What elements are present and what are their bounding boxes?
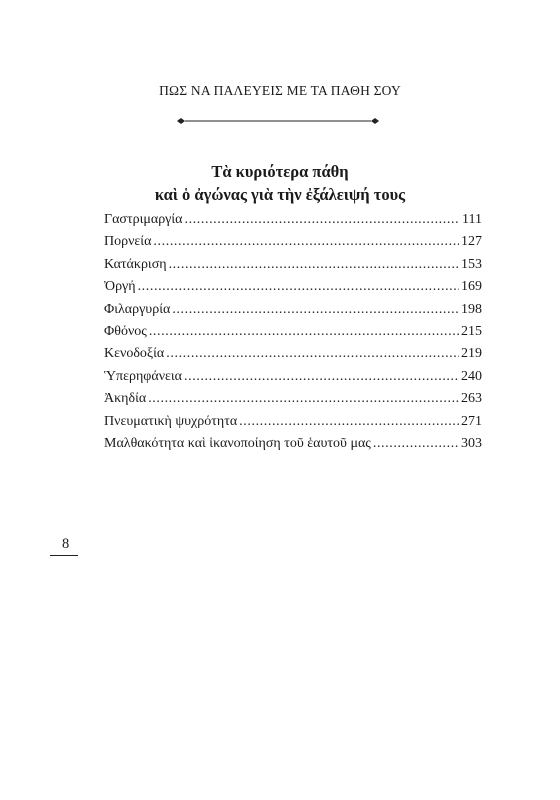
dot-leader	[153, 234, 459, 250]
toc-entry[interactable]	[104, 391, 482, 413]
toc-entry-title: Μαλθακότητα καὶ ἱκανοποίηση τοῦ ἑαυτοῦ μας	[104, 435, 371, 451]
toc-entry-page: 153	[461, 256, 482, 272]
toc-entry-title: Κατάκριση	[104, 256, 167, 272]
toc-entry[interactable]	[104, 212, 482, 234]
dot-leader	[373, 436, 459, 452]
toc-entry-page: 215	[461, 323, 482, 339]
toc-entry[interactable]	[104, 257, 482, 279]
toc-entry[interactable]	[104, 234, 482, 256]
toc-entry[interactable]	[104, 436, 482, 458]
toc-entry-title: Πνευματικὴ ψυχρότητα	[104, 413, 238, 429]
toc-entry-page: 198	[461, 301, 482, 317]
dot-leader	[166, 346, 459, 362]
toc-entry-title: Ὑπερηφάνεια	[104, 368, 183, 384]
section-title-line-2: καὶ ὁ ἀγώνας γιὰ τὴν ἐξάλειψή τους	[154, 185, 406, 204]
toc-entry-title: Γαστριμαργία	[104, 212, 183, 227]
toc-entry[interactable]	[104, 414, 482, 436]
toc-entry-title: Πορνεία	[104, 234, 152, 250]
toc-entry-title: Κενοδοξία	[104, 346, 165, 362]
dot-leader	[148, 391, 459, 407]
toc-entry-page: 127	[461, 234, 482, 250]
section-title	[0, 160, 560, 206]
toc-entry-page: 219	[461, 346, 482, 362]
toc-entry-page: 240	[461, 368, 482, 384]
dot-leader	[149, 324, 459, 340]
dot-leader	[239, 414, 459, 430]
toc-entry-page: 111	[462, 212, 482, 227]
toc-entry-page: 271	[461, 413, 482, 429]
toc-entry[interactable]	[104, 302, 482, 324]
toc-entry-page: 303	[461, 435, 482, 451]
dot-leader	[169, 257, 459, 273]
dot-leader	[184, 212, 460, 228]
header-ornament-rule	[176, 115, 380, 127]
page-number: 8	[62, 536, 70, 552]
toc-entry-title: Ἀκηδία	[104, 391, 147, 407]
section-title-line-1: Τὰ κυριότερα πάθη	[211, 162, 349, 181]
toc-entry[interactable]	[104, 279, 482, 301]
toc-entry-title: Ὀργή	[104, 279, 136, 295]
toc-entry-title: Φιλαργυρία	[104, 301, 171, 317]
toc-entry[interactable]	[104, 369, 482, 391]
toc-entry[interactable]	[104, 324, 482, 346]
toc-entry-title: Φθόνος	[104, 323, 147, 339]
dot-leader	[138, 279, 459, 295]
running-header: ΠΩΣ ΝΑ ΠΑΛΕΥΕΙΣ ΜΕ ΤΑ ΠΑΘΗ ΣΟΥ	[159, 83, 401, 98]
dot-leader	[172, 302, 459, 318]
toc-entry-page: 169	[461, 279, 482, 295]
table-of-contents	[104, 212, 482, 458]
toc-entry-page: 263	[461, 391, 482, 407]
dot-leader	[184, 369, 459, 385]
toc-entry[interactable]	[104, 346, 482, 368]
page-number-rule	[50, 555, 78, 556]
